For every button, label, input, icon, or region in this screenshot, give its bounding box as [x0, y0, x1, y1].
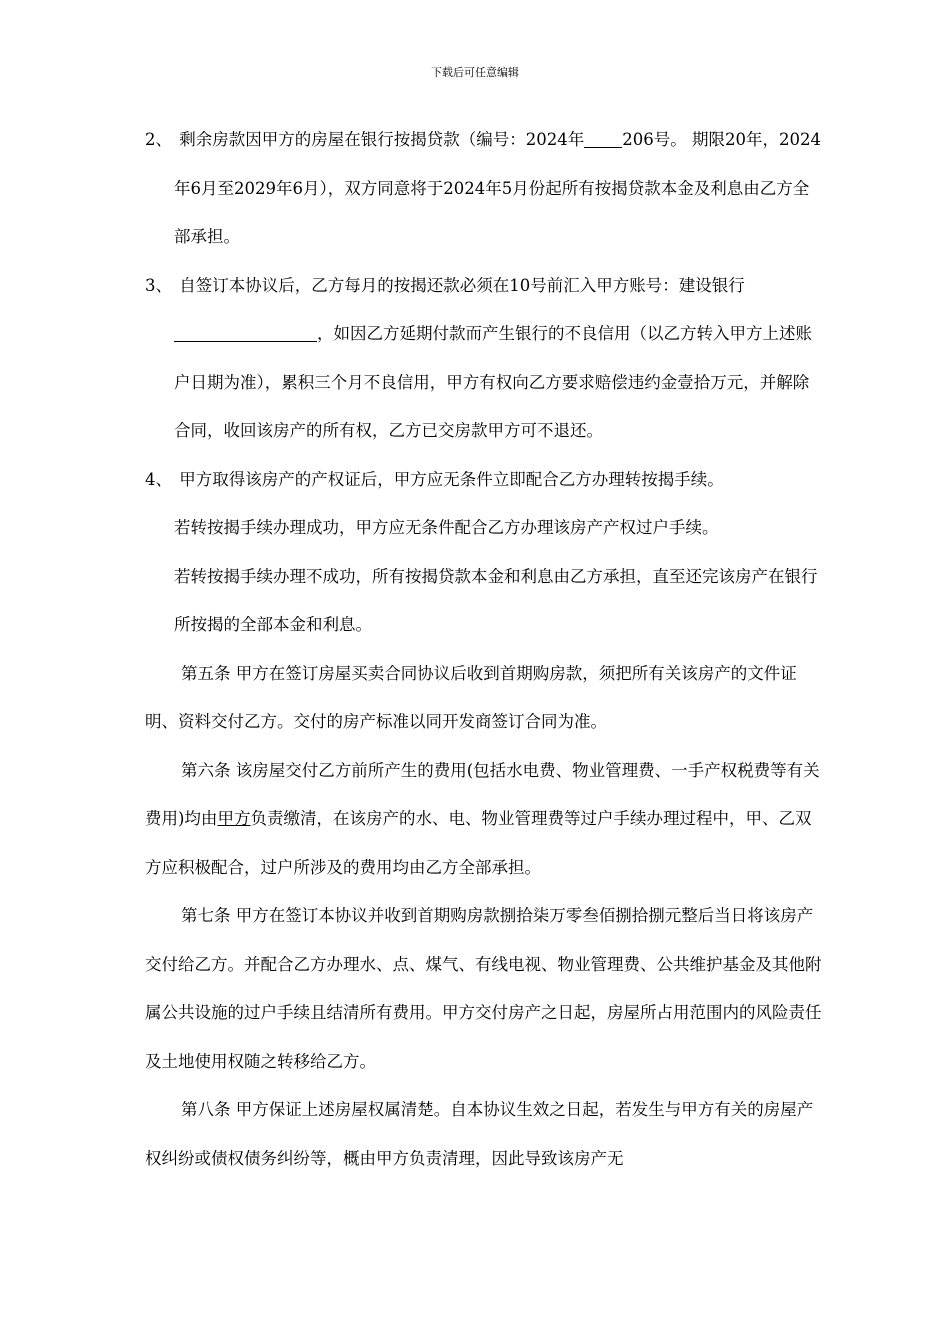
- item-text-part1: 剩余房款因甲方的房屋在银行按揭贷款（编号：2024年: [174, 130, 585, 149]
- item-text-part2: ，如因乙方延期付款而产生银行的不良信用（以乙方转入甲方上述账户日期为准），累积三个月不良信用，甲方有权向乙方要求赔偿违约金壹拾万元，并解除合同，收回该房产的所有权，乙方已交房款甲方可不退还。: [174, 324, 812, 440]
- item-text-line3: 若转按揭手续办理不成功，所有按揭贷款本金和利息由乙方承担，直至还完该房产在银行所按揭的全部本金和利息。: [174, 566, 818, 634]
- item-text-part1: 自签订本协议后，乙方每月的按揭还款必须在10号前汇入甲方账号：建设银行: [174, 275, 745, 295]
- item-text-line2: 若转按揭手续办理成功，甲方应无条件配合乙方办理该房产产权过户手续。: [174, 518, 719, 537]
- article-seven: 第七条 甲方在签订本协议并收到首期购房款捌拾柒万零叁佰捌拾捌元整后当日将该房产交付给乙方。并配合乙方办理水、点、煤气、有线电视、物业管理费、公共维护基金及其他附属公共设施的过户手续且结清所有费用。甲方交付房产之日起，房屋所占用范围内的风险责任及土地使用权随之转移给乙方。: [145, 906, 822, 1071]
- clause-item-3: [145, 262, 825, 456]
- item-number: 2、: [145, 130, 172, 149]
- article-six: [145, 747, 825, 893]
- item-number: 3、: [145, 275, 172, 295]
- document-body: [145, 116, 825, 1183]
- clause-item-2: [145, 116, 825, 262]
- page-header-note: 下载后可任意编辑: [431, 66, 519, 79]
- bank-account-blank: [174, 325, 317, 343]
- loan-number-blank: [584, 131, 622, 149]
- article-eight: 第八条 甲方保证上述房屋权属清楚。自本协议生效之日起，若发生与甲方有关的房屋产权纠纷或债权债务纠纷等，概由甲方负责清理，因此导致该房产无: [145, 1100, 814, 1168]
- article-six-underlined-party: 甲方: [217, 809, 251, 828]
- clause-item-4: [145, 456, 825, 650]
- item-text-part2: 206号。 期限20年，2024年6月至2029年6月），双方同意将于2024年5月份起所有按揭贷款本金及利息由乙方全部承担。: [174, 130, 821, 246]
- item-number: 4、: [145, 469, 172, 489]
- article-six-text-b: 负责缴清，在该房产的水、电、物业管理费等过户手续办理过程中，甲、乙双方应积极配合，过户所涉及的费用均由乙方全部承担。: [145, 809, 812, 877]
- article-five: 第五条 甲方在签订房屋买卖合同协议后收到首期购房款，须把所有关该房产的文件证明、资料交付乙方。交付的房产标准以同开发商签订合同为准。: [145, 663, 797, 731]
- article-six-text-a: 第六条 该房屋交付乙方前所产生的费用(包括水电费、物业管理费、一手产权税费等有关费用)均由: [145, 760, 820, 828]
- item-text-line1: 甲方取得该房产的产权证后，甲方应无条件立即配合乙方办理转按揭手续。: [174, 469, 724, 489]
